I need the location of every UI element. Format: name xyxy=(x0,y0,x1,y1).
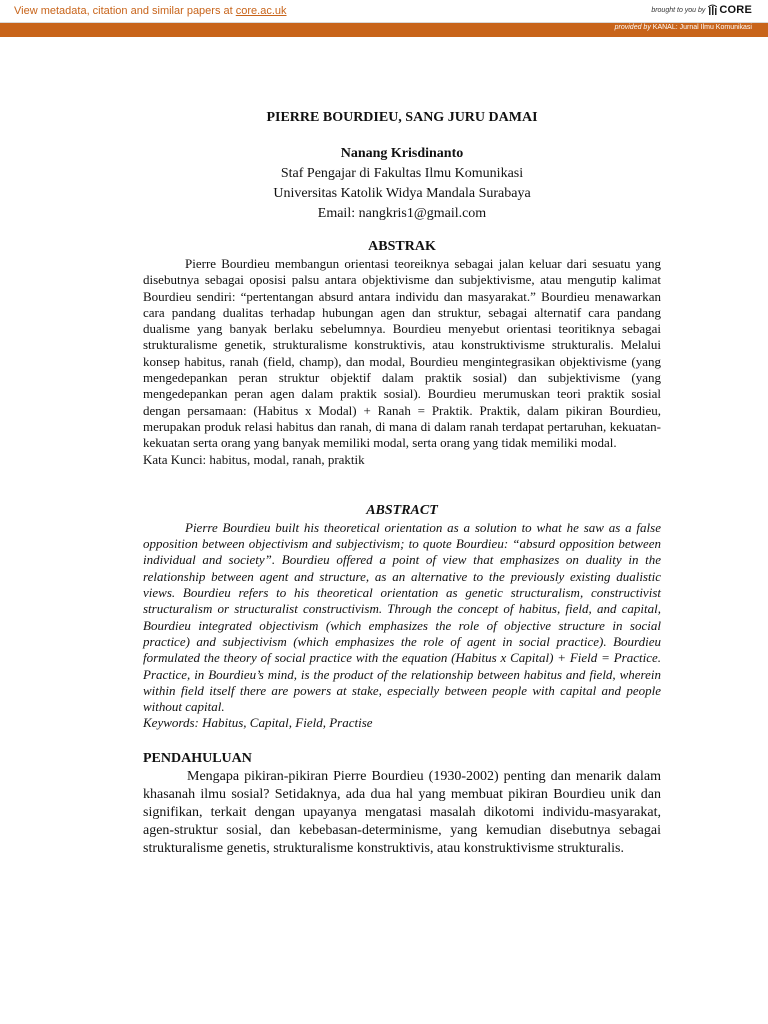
author-email: Email: nangkris1@gmail.com xyxy=(317,206,487,221)
abstract-text: Pierre Bourdieu built his theoretical orientation as a solution to what he saw as a false opposition between objectivism and subjectivism; to quote Bourdieu: “absurd opposition between individual and society”. Bourdieu offered a point of view that emphasizes on duality in the relationship between agent and structure, as an alternative to the previously existing dualistic views. Bourdieu refers to his theoretical orientation as genetic structuralism, constructivist structuralism or structuralist constructivism. Through the concept of habitus, field, and capital, Bourdieu integrated objectivism (which emphasizes the role of objective structure in social practice) and subjectivism (which emphasizes the role of agent in social practice). Bourdieu formulated the theory of social practice with the equation (Habitus x Capital) + Field = Practice. Practice, in Bourdieu’s mind, is the product of the relationship between habitus and field, wherein within field itself there are powers at stake, especially between people with capital and people without capital. xyxy=(143,519,661,715)
author-block xyxy=(143,144,661,224)
core-logo-icon xyxy=(708,4,717,16)
pendahuluan-text: Mengapa pikiran-pikiran Pierre Bourdieu (1930-2002) penting dan menarik dalam khasanah ilmu sosial? Setidaknya, ada dua hal yang membuat pikiran Bourdieu unik dan signifikan, terkait dengan upayanya mengatasi masalah dikotomi individu-masyarakat, agen-struktur sosial, dan kebebasan-determinisme, yang kemudian disebutnya sebagai strukturalisme genetis, strukturalisme konstruktivis, atau konstruktivisme strukturalis. xyxy=(143,768,661,856)
core-logo-text: CORE xyxy=(719,4,752,16)
provided-by-label: provided by xyxy=(614,24,651,31)
core-banner xyxy=(0,0,768,23)
abstrak-heading: ABSTRAK xyxy=(368,239,436,254)
abstract-keywords: Keywords: Habitus, Capital, Field, Practise xyxy=(143,715,373,731)
abstrak-keywords: Kata Kunci: habitus, modal, ranah, praktik xyxy=(143,451,365,467)
core-provided-by[interactable] xyxy=(615,24,752,31)
author-role: Staf Pengajar di Fakultas Ilmu Komunikasi xyxy=(280,166,524,181)
abstrak-text: Pierre Bourdieu membangun orientasi teoreiknya sebagai jalan keluar dari sesuatu yang disebutnya sebagai oposisi palsu antara objektivisme dan subjektivisme, atau mengutip kalimat Bourdieu sendiri: “pertentangan absurd antara individu dan masyarakat.” Bourdieu menawarkan cara pandang dualitas terhadap hubungan agen dan struktur, sebagai alternatif cara pandang dualisme yang banyak berlaku sebelumnya. Bourdieu menyebut orientasi teoritiknya sebagai strukturalisme genetik, strukturalisme konstruktivis, atau konstruktivisme strukturalis. Melalui konsep habitus, ranah (field, champ), dan modal, Bourdieu mengintegrasikan objektivisme (yang mengedepankan peran struktur objektif dalam praktik sosial) dan subjektivisme (yang mengedepankan peran agen dalam praktik sosial). Bourdieu merumuskan teori praktik sosial dengan persamaan: (Habitus x Modal) + Ranah = Praktik. Praktik, dalam pikiran Bourdieu, merupakan produk relasi habitus dan ranah, di mana di dalam ranah terdapat pertaruhan, kekuatan-kekuatan serta orang yang banyak memiliki modal, serta orang yang tidak memiliki modal. xyxy=(143,256,661,451)
paper-title: PIERRE BOURDIEU, SANG JURU DAMAI xyxy=(266,110,538,125)
author-institution: Universitas Katolik Widya Mandala Surabaya xyxy=(273,186,531,201)
brought-by-text: brought to you by xyxy=(651,6,706,14)
core-metadata-link-area xyxy=(14,5,287,17)
core-brought-by xyxy=(651,4,752,16)
provider-name: KANAL: Jurnal Ilmu Komunikasi xyxy=(652,24,752,31)
abstract-heading: ABSTRACT xyxy=(366,502,438,518)
core-metadata-text: View metadata, citation and similar papers at xyxy=(14,5,233,17)
pendahuluan-heading: PENDAHULUAN xyxy=(143,750,252,766)
core-ac-uk-link[interactable]: core.ac.uk xyxy=(235,5,287,17)
author-name: Nanang Krisdinanto xyxy=(340,146,464,161)
paper-page xyxy=(143,108,661,858)
core-logo[interactable] xyxy=(708,4,752,16)
core-provider-bar xyxy=(0,23,768,37)
